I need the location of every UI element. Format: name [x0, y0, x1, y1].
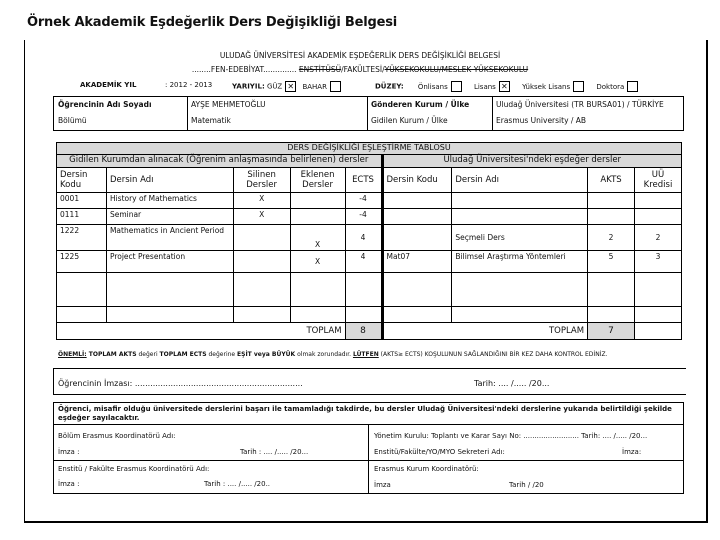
faculty-coordinator-date: Tarih : .... /..... /20..	[204, 480, 271, 488]
table-row	[57, 273, 682, 307]
cell-uu-code	[382, 193, 452, 209]
cell-uu-code	[382, 225, 452, 251]
faculty-name: ........FEN-EDEBİYAT..............	[191, 65, 297, 74]
cell-added: X	[290, 225, 345, 251]
cell-akts	[588, 209, 635, 225]
cell-uu-code	[382, 209, 452, 225]
student-name-value: AYŞE MEHMETOĞLU	[191, 100, 266, 109]
col-removed: Silinen Dersler	[233, 168, 290, 193]
note-text: (AKTS≥ ECTS) KOŞULUNUN SAĞLANDIĞINI BİR KEZ DAHA KONTROL EDİNİZ.	[378, 351, 608, 358]
cell-name: Seminar	[106, 209, 233, 225]
student-info-box	[53, 96, 684, 131]
secretary-signature: İmza:	[622, 448, 642, 456]
cell-akts: 5	[588, 251, 635, 273]
level-onlisans-label: Önlisans	[417, 82, 448, 91]
cell-credit	[634, 209, 681, 225]
note-akts: TOPLAM AKTS	[86, 351, 137, 358]
cell-credit	[634, 193, 681, 209]
student-signature-date: Tarih: .... /..... /20...	[474, 379, 550, 388]
cell-code: 0001	[57, 193, 107, 209]
cell-ects: 4	[345, 225, 382, 251]
total-label-right: TOPLAM	[382, 323, 588, 340]
note-important: ÖNEMLİ:	[58, 351, 87, 358]
col-ects: ECTS	[345, 168, 382, 193]
institution-coordinator-signature: İmza	[374, 481, 391, 489]
faculty-line	[0, 65, 720, 74]
cell-uu-name: Seçmeli Ders	[452, 225, 588, 251]
institution-coordinator-label: Erasmus Kurum Koordinatörü:	[374, 465, 479, 473]
cell-added: X	[290, 251, 345, 273]
semester-guz-label: GÜZ	[266, 82, 283, 91]
table-row	[57, 307, 682, 323]
cell-uu-name	[452, 193, 588, 209]
semester-bahar-label: BAHAR	[302, 82, 327, 91]
important-note	[58, 351, 607, 358]
cell-uu-code: Mat07	[382, 251, 452, 273]
institution-coordinator-date: Tarih / /20	[509, 481, 544, 489]
table-row	[57, 193, 682, 209]
semester-group	[232, 81, 341, 92]
approval-box	[53, 402, 684, 494]
semester-label: YARIYIL:	[232, 82, 265, 91]
col-uu-credit: UÜ Kredisi	[634, 168, 681, 193]
col-uu-course-name: Dersin Adı	[452, 168, 588, 193]
sending-institution-value: Uludağ Üniversitesi (TR BURSA01) / TÜRKİYE	[496, 100, 664, 109]
semester-guz-checkbox[interactable]	[285, 81, 296, 92]
cell-name: Mathematics in Ancient Period	[106, 225, 233, 251]
cell-ects: -4	[345, 193, 382, 209]
dept-coordinator-label: Bölüm Erasmus Koordinatörü Adı:	[58, 432, 176, 440]
table-row	[57, 225, 682, 251]
department-label: Bölümü	[58, 116, 87, 125]
level-group	[375, 81, 638, 92]
cell-removed	[233, 225, 290, 251]
host-courses-header: Gidilen Kurumdan alınacak (Öğrenim anlaşmasında belirlenen) dersler	[57, 155, 383, 168]
cell-code: 1225	[57, 251, 107, 273]
cell-akts	[588, 193, 635, 209]
table-title: DERS DEĞİŞİKLİĞİ EŞLEŞTİRME TABLOSU	[57, 143, 682, 155]
cell-credit: 2	[634, 225, 681, 251]
dept-coordinator-date: Tarih : .... /..... /20...	[240, 448, 309, 456]
student-name-label: Öğrencinin Adı Soyadı	[58, 100, 152, 109]
secretary-label: Enstitü/Fakülte/YO/MYO Sekreteri Adı:	[374, 448, 505, 456]
cell-removed	[233, 251, 290, 273]
col-akts: AKTS	[588, 168, 635, 193]
total-akts: 7	[588, 323, 635, 340]
cell-ects: 4	[345, 251, 382, 273]
course-matching-table	[56, 142, 682, 340]
level-lisans-label: Lisans	[473, 82, 496, 91]
university-title: ULUDAĞ ÜNİVERSİTESİ AKADEMİK EŞDEĞERLİK DERS DEĞİŞİKLİĞİ BELGESİ	[219, 51, 501, 60]
student-signature-box	[53, 368, 686, 395]
level-onlisans-checkbox[interactable]	[451, 81, 462, 92]
col-course-code: Dersin Kodu	[57, 168, 107, 193]
note-text: değerine	[206, 351, 238, 358]
cell-credit: 3	[634, 251, 681, 273]
level-doktora-checkbox[interactable]	[627, 81, 638, 92]
cell-removed: X	[233, 193, 290, 209]
note-ects: TOPLAM ECTS	[159, 351, 207, 358]
note-text: değeri	[136, 351, 160, 358]
cell-uu-name: Bilimsel Araştırma Yöntemleri	[452, 251, 588, 273]
host-institution-value: Erasmus University / AB	[496, 116, 587, 125]
level-yuksek-lisans-label: Yüksek Lisans	[522, 82, 571, 91]
table-row	[57, 209, 682, 225]
level-lisans-checkbox[interactable]	[499, 81, 510, 92]
cell-removed: X	[233, 209, 290, 225]
host-institution-label: Gidilen Kurum / Ülke	[371, 116, 448, 125]
cell-added	[290, 193, 345, 209]
level-yuksek-lisans-checkbox[interactable]	[573, 81, 584, 92]
faculty-selected: /FAKÜLTESİ/	[341, 65, 385, 74]
cell-akts: 2	[588, 225, 635, 251]
page-title: Örnek Akademik Eşdeğerlik Ders Değişikliği Belgesi	[27, 15, 398, 30]
total-ects: 8	[345, 323, 382, 340]
note-please: LÜTFEN	[352, 351, 379, 358]
col-course-name: Dersin Adı	[106, 168, 233, 193]
faculty-coordinator-label: Enstitü / Fakülte Erasmus Koordinatörü Adı:	[58, 465, 210, 473]
note-condition: EŞİT veya BÜYÜK	[237, 351, 296, 358]
faculty-struck-school: YÜKSEKOKULU/MESLEK YÜKSEKOKULU	[384, 65, 529, 74]
level-doktora-label: Doktora	[596, 82, 625, 91]
note-text: olmak zorundadır.	[295, 351, 353, 358]
cell-code: 0111	[57, 209, 107, 225]
department-value: Matematik	[191, 116, 231, 125]
cell-code: 1222	[57, 225, 107, 251]
col-uu-course-code: Dersin Kodu	[382, 168, 452, 193]
cell-ects: -4	[345, 209, 382, 225]
board-decision-label: Yönetim Kurulu: Toplantı ve Karar Sayı No: ......................... Tarih: .... /..... /20...	[374, 432, 648, 440]
academic-year-value: : 2012 - 2013	[165, 81, 213, 89]
faculty-coordinator-signature: İmza :	[58, 480, 80, 488]
col-added: Eklenen Dersler	[290, 168, 345, 193]
faculty-struck-institute: ENSTİTÜSÜ	[298, 65, 342, 74]
semester-bahar-checkbox[interactable]	[330, 81, 341, 92]
student-signature-label: Öğrencinin İmzası: ..................................................................	[58, 379, 303, 388]
cell-name: History of Mathematics	[106, 193, 233, 209]
cell-name: Project Presentation	[106, 251, 233, 273]
level-label: DÜZEY:	[375, 82, 404, 91]
total-label-left: TOPLAM	[57, 323, 346, 340]
academic-year-label: AKADEMİK YIL	[80, 81, 137, 89]
sending-institution-label: Gönderen Kurum / Ülke	[371, 100, 470, 109]
table-row	[57, 251, 682, 273]
equivalence-statement: Öğrenci, misafir olduğu üniversitede derslerini başarı ile tamamladığı takdirde, bu dersler Uludağ Üniversitesi'ndeki derslerine yukarıda belirtildiği şekilde eşdeğer sayılacaktır.	[58, 405, 672, 422]
dept-coordinator-signature: İmza :	[58, 448, 80, 456]
cell-uu-name	[452, 209, 588, 225]
cell-added	[290, 209, 345, 225]
equivalent-courses-header: Uludağ Üniversitesi'ndeki eşdeğer dersler	[382, 155, 682, 168]
